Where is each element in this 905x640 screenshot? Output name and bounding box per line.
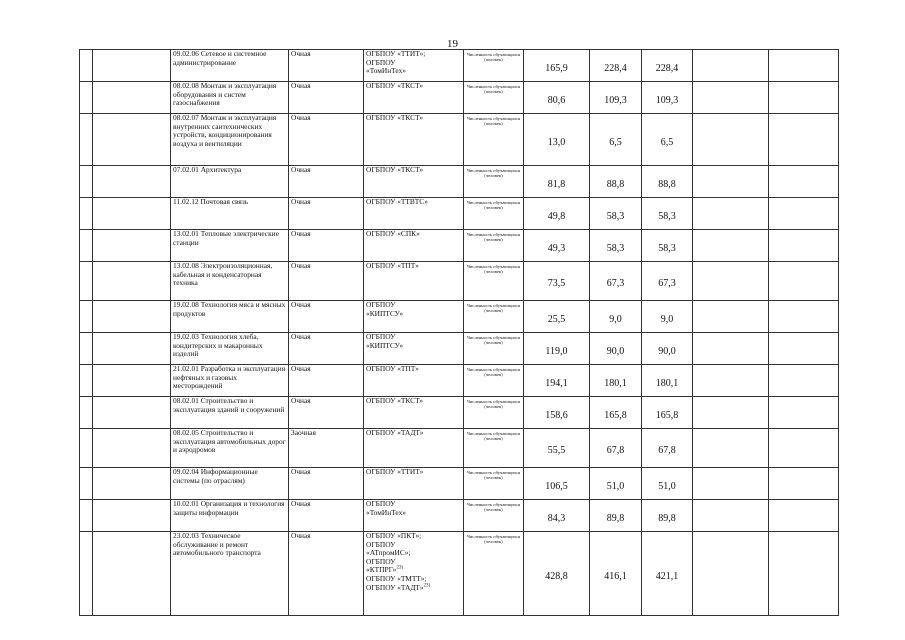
value-cell: 89,8	[590, 500, 642, 532]
form-cell: Очная	[289, 82, 364, 114]
value-cell: 58,3	[590, 230, 642, 262]
organization-cell	[364, 468, 464, 500]
specialty-cell: 11.02.12 Почтовая связь	[171, 198, 289, 230]
value-cell: 416,1	[590, 532, 642, 616]
value-cell: 180,1	[590, 365, 642, 397]
blank-cell	[693, 198, 769, 230]
blank-cell	[80, 468, 93, 500]
blank-cell	[769, 301, 839, 333]
organization-line	[366, 198, 461, 207]
form-cell: Очная	[289, 468, 364, 500]
blank-cell	[93, 365, 171, 397]
specialty-cell: 21.02.01 Разработка и эксплуатация нефтяных и газовых месторождений	[171, 365, 289, 397]
footnote-ref: 23)	[423, 583, 431, 589]
organization-cell	[364, 166, 464, 198]
organization-line	[366, 166, 461, 175]
value-cell: 109,3	[590, 82, 642, 114]
value-cell: 88,8	[642, 166, 693, 198]
blank-cell	[769, 262, 839, 301]
organization-name: ОГБПОУ «ТТИТ»	[366, 467, 424, 476]
indicator-cell: Численность обучающихся (человек)	[464, 365, 524, 397]
organization-line	[366, 365, 461, 374]
value-cell: 51,0	[590, 468, 642, 500]
blank-cell	[93, 397, 171, 429]
table-row	[80, 333, 839, 365]
blank-cell	[693, 262, 769, 301]
indicator-cell: Численность обучающихся (человек)	[464, 198, 524, 230]
organization-name: ОГБПОУ	[366, 300, 396, 309]
indicator-cell: Численность обучающихся (человек)	[464, 500, 524, 532]
table-row	[80, 397, 839, 429]
blank-cell	[80, 500, 93, 532]
table-row	[80, 301, 839, 333]
blank-cell	[93, 532, 171, 616]
value-cell: 6,5	[642, 114, 693, 166]
blank-cell	[80, 301, 93, 333]
value-cell: 428,8	[524, 532, 590, 616]
specialty-cell: 19.02.08 Технология мяса и мясных продуктов	[171, 301, 289, 333]
value-cell: 49,3	[524, 230, 590, 262]
table-row	[80, 166, 839, 198]
footnote-ref: 23)	[396, 565, 404, 571]
blank-cell	[80, 166, 93, 198]
value-cell: 109,3	[642, 82, 693, 114]
blank-cell	[93, 50, 171, 82]
form-cell: Очная	[289, 166, 364, 198]
table-row	[80, 532, 839, 616]
organization-cell	[364, 50, 464, 82]
value-cell: 165,8	[590, 397, 642, 429]
blank-cell	[693, 429, 769, 468]
indicator-cell: Численность обучающихся (человек)	[464, 166, 524, 198]
organization-cell	[364, 82, 464, 114]
indicator-cell: Численность обучающихся (человек)	[464, 397, 524, 429]
specialty-cell: 09.02.04 Информационные системы (по отраслям)	[171, 468, 289, 500]
specialty-cell: 13.02.01 Тепловые электрические станции	[171, 230, 289, 262]
blank-cell	[80, 532, 93, 616]
organization-name: ОГБПОУ «ТКСТ»	[366, 113, 424, 122]
blank-cell	[769, 468, 839, 500]
organization-name: ОГБПОУ	[366, 57, 396, 67]
form-cell: Очная	[289, 230, 364, 262]
blank-cell	[80, 397, 93, 429]
value-cell: 49,8	[524, 198, 590, 230]
blank-cell	[693, 230, 769, 262]
blank-cell	[693, 166, 769, 198]
organization-line	[366, 509, 461, 518]
blank-cell	[80, 365, 93, 397]
value-cell: 90,0	[590, 333, 642, 365]
organization-cell	[364, 429, 464, 468]
organization-cell	[364, 365, 464, 397]
value-cell: 158,6	[524, 397, 590, 429]
organization-name: «КИПТСУ»	[366, 308, 404, 318]
specialty-cell: 13.02.08 Электроизоляционная, кабельная и конденсаторная техника	[171, 262, 289, 301]
value-cell: 67,8	[590, 429, 642, 468]
blank-cell	[80, 198, 93, 230]
indicator-cell: Численность обучающихся (человек)	[464, 230, 524, 262]
form-cell: Очная	[289, 198, 364, 230]
organization-line	[366, 342, 461, 351]
organization-line	[366, 397, 461, 406]
organization-line	[366, 429, 461, 438]
blank-cell	[693, 82, 769, 114]
organization-name: ОГБПОУ «ТКСТ»	[366, 396, 424, 405]
indicator-cell: Численность обучающихся (человек)	[464, 50, 524, 82]
table-row	[80, 230, 839, 262]
blank-cell	[693, 365, 769, 397]
indicator-cell: Численность обучающихся (человек)	[464, 333, 524, 365]
blank-cell	[93, 230, 171, 262]
specialty-cell: 23.02.03 Техническое обслуживание и ремонт автомобильного транспорта	[171, 532, 289, 616]
value-cell: 165,8	[642, 397, 693, 429]
indicator-cell: Численность обучающихся (человек)	[464, 82, 524, 114]
organization-name: ОГБПОУ	[366, 556, 396, 566]
organization-cell	[364, 262, 464, 301]
organization-name: ОГБПОУ «ТТВТС»	[366, 197, 428, 206]
value-cell: 6,5	[590, 114, 642, 166]
organization-cell	[364, 397, 464, 429]
blank-cell	[693, 468, 769, 500]
organization-cell	[364, 301, 464, 333]
blank-cell	[80, 82, 93, 114]
form-cell: Очная	[289, 114, 364, 166]
services-table	[79, 49, 839, 616]
blank-cell	[769, 429, 839, 468]
form-cell: Очная	[289, 365, 364, 397]
value-cell: 421,1	[642, 532, 693, 616]
table-row	[80, 365, 839, 397]
organization-line	[366, 67, 461, 76]
blank-cell	[693, 301, 769, 333]
blank-cell	[93, 333, 171, 365]
blank-cell	[769, 114, 839, 166]
value-cell: 67,8	[642, 429, 693, 468]
value-cell: 9,0	[642, 301, 693, 333]
value-cell: 106,5	[524, 468, 590, 500]
blank-cell	[769, 532, 839, 616]
specialty-cell: 08.02.01 Строительство и эксплуатация зданий и сооружений	[171, 397, 289, 429]
form-cell: Очная	[289, 532, 364, 616]
organization-name: «ТомИнТех»	[366, 507, 406, 517]
organization-name: «КТПРГ»	[366, 565, 397, 575]
specialty-cell: 10.02.01 Организация и технология защиты информации	[171, 500, 289, 532]
specialty-cell: 19.02.03 Технология хлеба, кондитерских и макаронных изделий	[171, 333, 289, 365]
organization-line	[366, 230, 461, 239]
table-row	[80, 500, 839, 532]
form-cell: Очная	[289, 301, 364, 333]
organization-line	[366, 468, 461, 477]
blank-cell	[80, 230, 93, 262]
blank-cell	[93, 262, 171, 301]
blank-cell	[769, 230, 839, 262]
blank-cell	[769, 50, 839, 82]
value-cell: 180,1	[642, 365, 693, 397]
organization-cell	[364, 500, 464, 532]
organization-cell	[364, 114, 464, 166]
blank-cell	[93, 198, 171, 230]
value-cell: 165,9	[524, 50, 590, 82]
table-row	[80, 82, 839, 114]
indicator-cell: Численность обучающихся (человек)	[464, 262, 524, 301]
table-row	[80, 50, 839, 82]
organization-name: ОГБПОУ «ТПТ»	[366, 364, 419, 373]
indicator-cell: Численность обучающихся (человек)	[464, 468, 524, 500]
blank-cell	[769, 333, 839, 365]
organization-name: ОГБПОУ «ТПТ»	[366, 261, 419, 270]
value-cell: 58,3	[642, 198, 693, 230]
table-row	[80, 262, 839, 301]
blank-cell	[80, 114, 93, 166]
blank-cell	[80, 262, 93, 301]
organization-cell	[364, 198, 464, 230]
table-row	[80, 198, 839, 230]
organization-name: ОГБПОУ «ТМТТ»;	[366, 573, 427, 583]
form-cell: Очная	[289, 333, 364, 365]
organization-cell	[364, 230, 464, 262]
indicator-cell: Численность обучающихся (человек)	[464, 429, 524, 468]
indicator-cell: Численность обучающихся (человек)	[464, 114, 524, 166]
value-cell: 73,5	[524, 262, 590, 301]
value-cell: 84,3	[524, 500, 590, 532]
form-cell: Очная	[289, 50, 364, 82]
value-cell: 51,0	[642, 468, 693, 500]
page-number: 19	[447, 38, 458, 50]
blank-cell	[769, 166, 839, 198]
value-cell: 88,8	[590, 166, 642, 198]
blank-cell	[769, 500, 839, 532]
blank-cell	[80, 50, 93, 82]
value-cell: 67,3	[642, 262, 693, 301]
organization-line	[366, 262, 461, 271]
organization-name: ОГБПОУ «ТАДТ»	[366, 582, 424, 592]
value-cell: 90,0	[642, 333, 693, 365]
blank-cell	[80, 429, 93, 468]
organization-name: «ТомИнТех»	[366, 66, 406, 76]
value-cell: 55,5	[524, 429, 590, 468]
organization-name: ОГБПОУ	[366, 499, 396, 508]
organization-line	[366, 114, 461, 123]
organization-line	[366, 584, 461, 593]
blank-cell	[693, 397, 769, 429]
organization-name: «АТпромИС»;	[366, 548, 411, 558]
form-cell: Очная	[289, 262, 364, 301]
form-cell: Заочная	[289, 429, 364, 468]
specialty-cell: 08.02.05 Строительство и эксплуатация автомобильных дорог и аэродромов	[171, 429, 289, 468]
value-cell: 80,6	[524, 82, 590, 114]
value-cell: 228,4	[642, 50, 693, 82]
table-body	[80, 50, 839, 616]
table-row	[80, 114, 839, 166]
organization-line	[366, 310, 461, 319]
organization-name: ОГБПОУ «ТТИТ»;	[366, 49, 426, 58]
value-cell: 58,3	[590, 198, 642, 230]
blank-cell	[93, 82, 171, 114]
specialty-cell: 09.02.06 Сетевое и системное администрирование	[171, 50, 289, 82]
blank-cell	[93, 166, 171, 198]
specialty-cell: 07.02.01 Архитектура	[171, 166, 289, 198]
organization-name: ОГБПОУ	[366, 539, 396, 549]
blank-cell	[693, 500, 769, 532]
value-cell: 89,8	[642, 500, 693, 532]
blank-cell	[769, 82, 839, 114]
blank-cell	[769, 198, 839, 230]
value-cell: 13,0	[524, 114, 590, 166]
organization-cell	[364, 333, 464, 365]
blank-cell	[93, 500, 171, 532]
blank-cell	[80, 333, 93, 365]
value-cell: 119,0	[524, 333, 590, 365]
blank-cell	[693, 50, 769, 82]
blank-cell	[693, 114, 769, 166]
value-cell: 228,4	[590, 50, 642, 82]
blank-cell	[93, 301, 171, 333]
form-cell: Очная	[289, 500, 364, 532]
form-cell: Очная	[289, 397, 364, 429]
value-cell: 81,8	[524, 166, 590, 198]
organization-name: ОГБПОУ «ПКТ»;	[366, 531, 422, 540]
table-row	[80, 468, 839, 500]
blank-cell	[769, 365, 839, 397]
value-cell: 194,1	[524, 365, 590, 397]
blank-cell	[93, 429, 171, 468]
blank-cell	[769, 397, 839, 429]
indicator-cell: Численность обучающихся (человек)	[464, 532, 524, 616]
organization-name: ОГБПОУ «ТКСТ»	[366, 81, 424, 90]
organization-name: ОГБПОУ «ТКСТ»	[366, 165, 424, 174]
organization-line	[366, 82, 461, 91]
specialty-cell: 08.02.08 Монтаж и эксплуатация оборудования и систем газоснабжения	[171, 82, 289, 114]
blank-cell	[693, 333, 769, 365]
value-cell: 25,5	[524, 301, 590, 333]
value-cell: 67,3	[590, 262, 642, 301]
blank-cell	[93, 114, 171, 166]
specialty-cell: 08.02.07 Монтаж и эксплуатация внутренних сантехнических устройств, кондиционирования воздуха и вентиляции	[171, 114, 289, 166]
organization-cell	[364, 532, 464, 616]
value-cell: 9,0	[590, 301, 642, 333]
blank-cell	[93, 468, 171, 500]
organization-name: ОГБПОУ «ТАДТ»	[366, 428, 424, 437]
table-row	[80, 429, 839, 468]
organization-name: ОГБПОУ	[366, 332, 396, 341]
indicator-cell: Численность обучающихся (человек)	[464, 301, 524, 333]
organization-name: «КИПТСУ»	[366, 340, 404, 350]
blank-cell	[693, 532, 769, 616]
value-cell: 58,3	[642, 230, 693, 262]
organization-name: ОГБПОУ «СПК»	[366, 229, 420, 238]
